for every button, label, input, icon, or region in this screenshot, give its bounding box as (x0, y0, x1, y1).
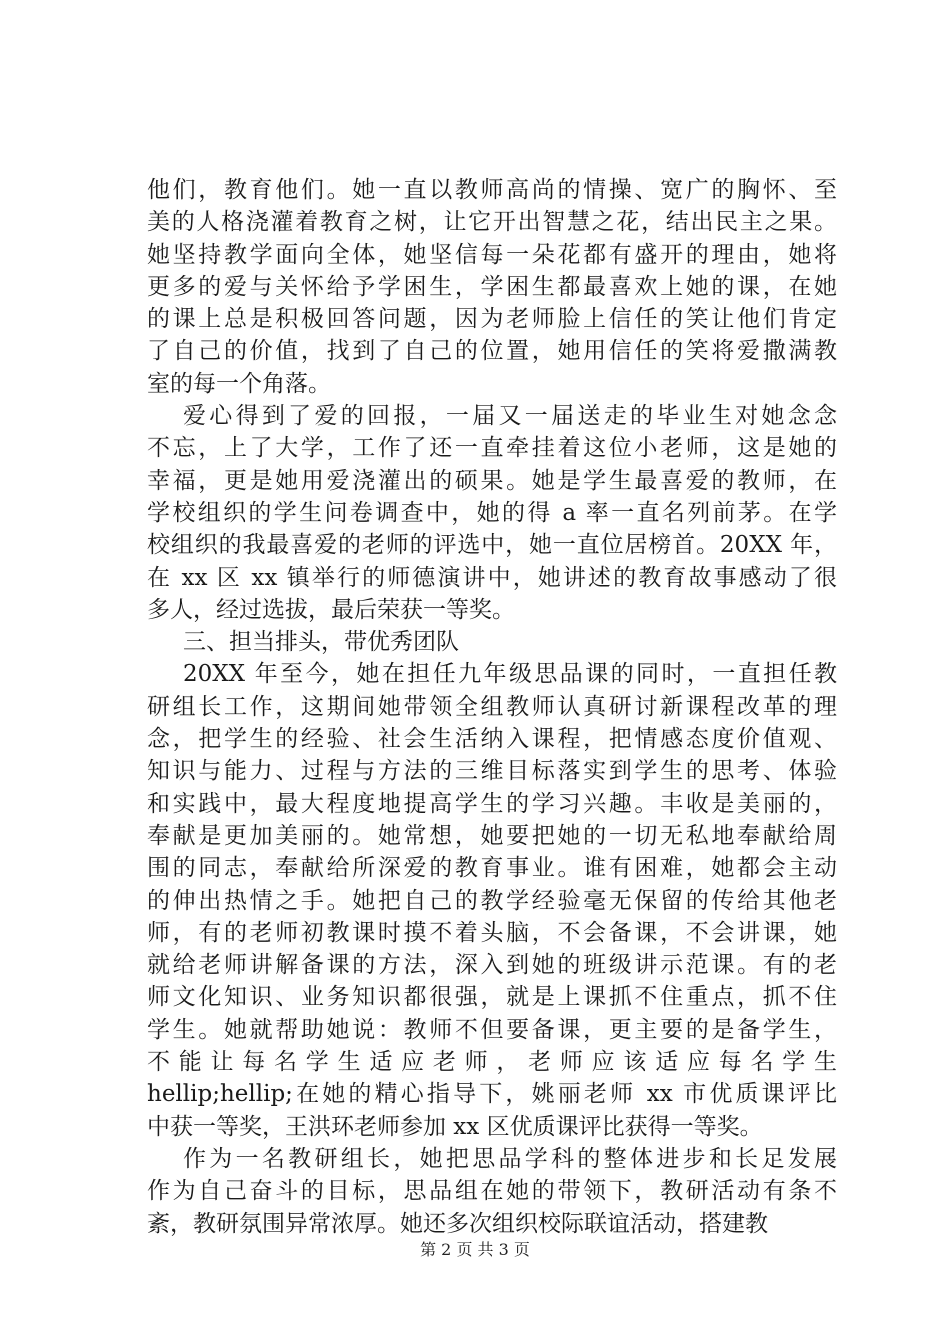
text-line: 奉献是更加美丽的。她常想，她要把她的一切无私地奉献给周 (147, 822, 837, 849)
text-line: 围的同志，奉献给所深爱的教育事业。谁有困难，她都会主动 (147, 855, 837, 882)
text-line: 了自己的价值，找到了自己的位置，她用信任的笑将爱撒满教 (147, 338, 837, 365)
text-line: hellip;hellip;在她的精心指导下，姚丽老师 xx 市优质课评比 (147, 1081, 837, 1108)
text-line: 作为自己奋斗的目标，思品组在她的带领下，教研活动有条不 (147, 1178, 837, 1205)
paragraph (147, 174, 837, 400)
text-line: 就给老师讲解备课的方法，深入到她的班级讲示范课。有的老 (147, 952, 837, 979)
text-line: 和实践中，最大程度地提高学生的学习兴趣。丰收是美丽的， (147, 790, 837, 817)
page-number-label: 第 2 页 共 3 页 (420, 1240, 530, 1259)
text-line: 作为一名教研组长，她把思品学科的整体进步和长足发展 (183, 1145, 837, 1172)
text-line: 20XX 年至今，她在担任九年级思品课的同时，一直担任教 (183, 661, 837, 688)
text-line: 知识与能力、过程与方法的三维目标落实到学生的思考、体验 (147, 758, 837, 785)
text-line: 紊，教研氛围异常浓厚。她还多次组织校际联谊活动，搭建教 (147, 1210, 768, 1237)
text-line: 校组织的我最喜爱的老师的评选中，她一直位居榜首。20XX 年， (147, 532, 837, 559)
text-line: 多人，经过选拔，最后荣获一等奖。 (147, 596, 515, 623)
text-line: 他们，教育他们。她一直以教师高尚的情操、宽广的胸怀、至 (147, 177, 837, 203)
page-footer (0, 1240, 950, 1260)
paragraph (147, 658, 837, 1142)
text-line: 师文化知识、业务知识都很强，就是上课抓不住重点，抓不住 (147, 984, 837, 1011)
paragraph (147, 1143, 837, 1240)
text-line: 的伸出热情之手。她把自己的教学经验毫无保留的传给其他老 (147, 887, 837, 914)
text-line: 的课上总是积极回答问题，因为老师脸上信任的笑让他们肯定 (147, 306, 837, 333)
text-line: 师，有的老师初教课时摸不着头脑，不会备课，不会讲课，她 (147, 919, 837, 946)
text-line: 学校组织的学生问卷调查中，她的得 a 率一直名列前茅。在学 (147, 499, 837, 526)
text-line: 幸福，更是她用爱浇灌出的硕果。她是学生最喜爱的教师，在 (147, 467, 837, 494)
paragraph (147, 626, 837, 658)
text-line: 美的人格浇灌着教育之树，让它开出智慧之花，结出民主之果。 (147, 209, 837, 236)
text-line: 爱心得到了爱的回报，一届又一届送走的毕业生对她念念 (183, 403, 837, 430)
text-line: 她坚持教学面向全体，她坚信每一朵花都有盛开的理由，她将 (147, 241, 837, 268)
text-line: 学生。她就帮助她说：教师不但要备课，更主要的是备学生， (147, 1016, 837, 1043)
text-line: 室的每一个角落。 (147, 370, 331, 397)
text-line: 在 xx 区 xx 镇举行的师德演讲中，她讲述的教育故事感动了很 (147, 564, 837, 591)
text-line: 念，把学生的经验、社会生活纳入课程，把情感态度价值观、 (147, 726, 837, 753)
text-line: 研组长工作，这期间她带领全组教师认真研讨新课程改革的理 (147, 693, 837, 720)
text-line: 中获一等奖，王洪环老师参加 xx 区优质课评比获得一等奖。 (147, 1113, 763, 1140)
document-body (147, 174, 837, 1240)
text-line: 不忘，上了大学，工作了还一直牵挂着这位小老师，这是她的 (147, 435, 837, 462)
text-line: 三、担当排头，带优秀团队 (183, 629, 459, 656)
text-line: 不能让每名学生适应老师，老师应该适应每名学生 (147, 1049, 837, 1076)
text-line: 更多的爱与关怀给予学困生，学困生都最喜欢上她的课，在她 (147, 273, 837, 300)
paragraph (147, 400, 837, 626)
